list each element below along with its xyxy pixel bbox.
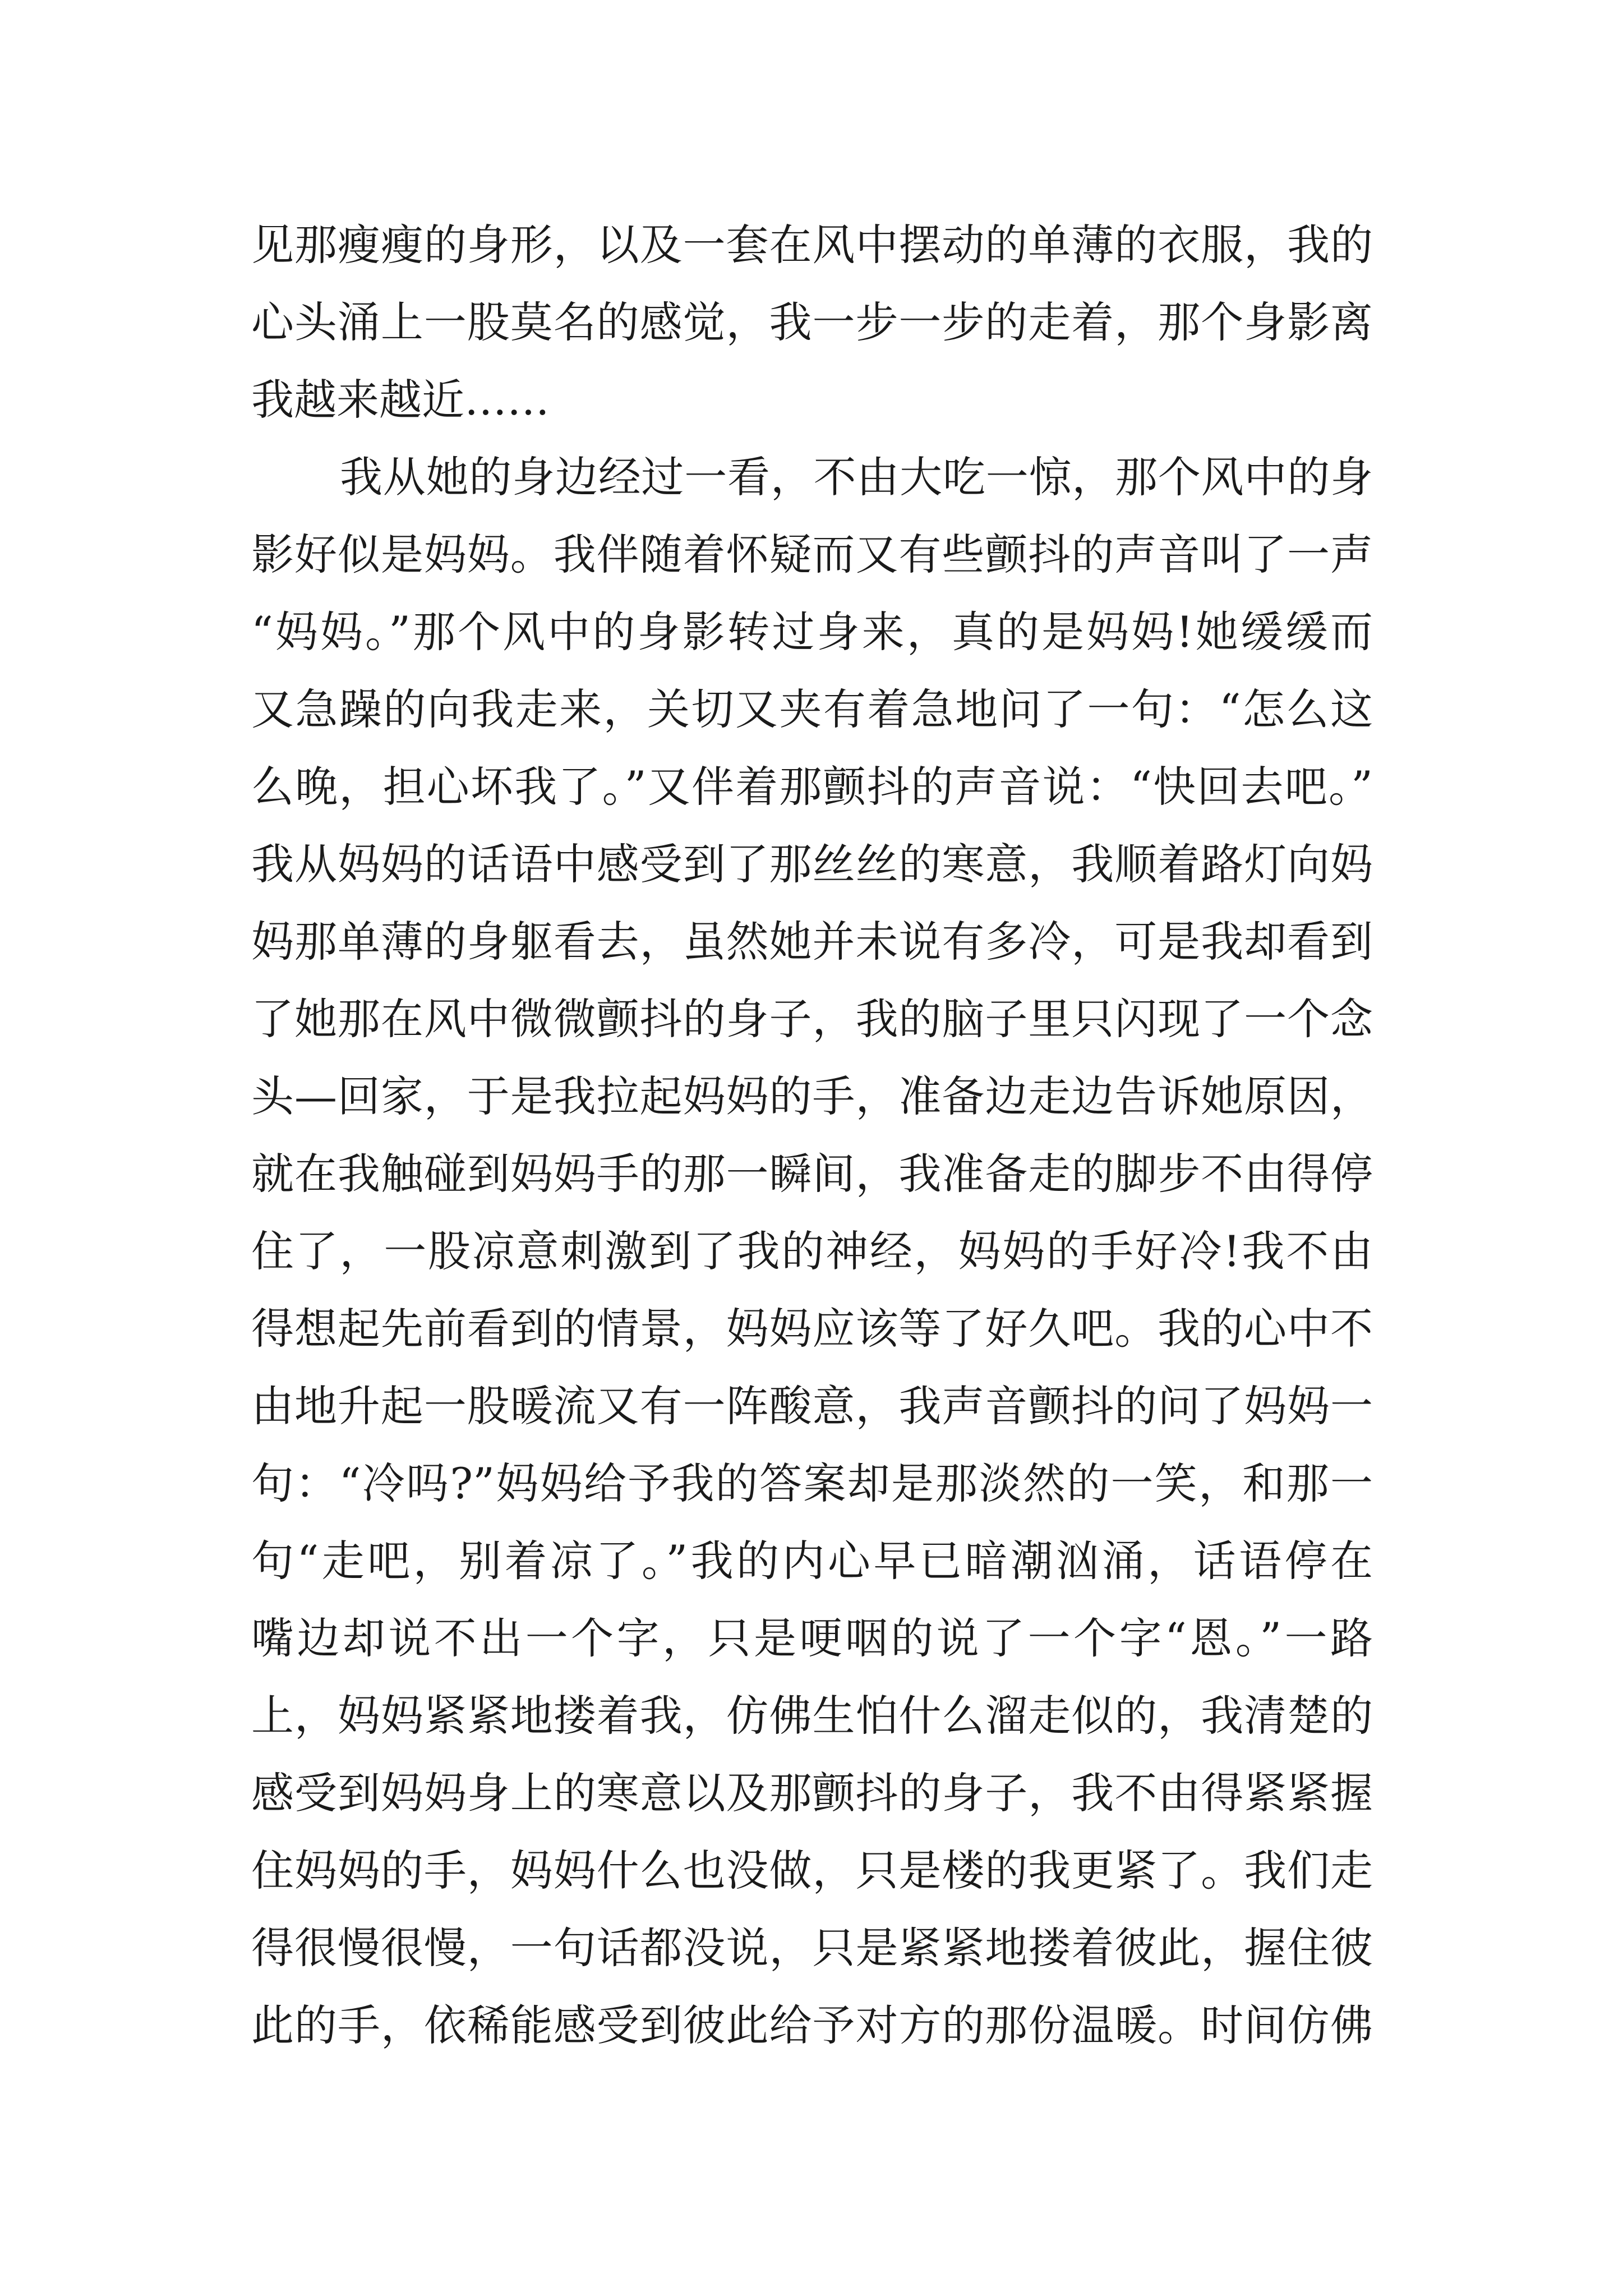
text-line: 上，妈妈紧紧地搂着我，仿佛生怕什么溜走似的，我清楚的 <box>251 1691 1373 1741</box>
text-line: 我从妈妈的话语中感受到了那丝丝的寒意，我顺着路灯向妈 <box>251 839 1373 889</box>
text-line: 住了，一股凉意刺激到了我的神经，妈妈的手好冷!我不由 <box>251 1226 1373 1276</box>
body-text <box>251 206 1373 2064</box>
text-line: 又急躁的向我走来，关切又夹有着急地问了一句：“怎么这 <box>251 684 1373 734</box>
text-line: 么晚，担心坏我了。”又伴着那颤抖的声音说：“快回去吧。” <box>251 762 1373 812</box>
text-line: 住妈妈的手，妈妈什么也没做，只是楼的我更紧了。我们走 <box>251 1846 1373 1895</box>
text-line: 句：“冷吗?”妈妈给予我的答案却是那淡然的一笑，和那一 <box>251 1458 1373 1508</box>
text-line: 妈那单薄的身躯看去，虽然她并未说有多冷，可是我却看到 <box>251 917 1373 967</box>
text-line: 我越来越近…… <box>251 375 550 425</box>
text-line: 见那瘦瘦的身形，以及一套在风中摆动的单薄的衣服，我的 <box>251 220 1373 270</box>
text-line: 由地升起一股暖流又有一阵酸意，我声音颤抖的问了妈妈一 <box>251 1381 1373 1431</box>
text-line: 就在我触碰到妈妈手的那一瞬间，我准备走的脚步不由得停 <box>251 1149 1373 1199</box>
paragraph-start-line: 我从她的身边经过一看，不由大吃一惊，那个风中的身 <box>340 452 1373 502</box>
text-line: “妈妈。”那个风中的身影转过身来，真的是妈妈!她缓缓而 <box>251 607 1373 657</box>
text-line: 感受到妈妈身上的寒意以及那颤抖的身子，我不由得紧紧握 <box>251 1768 1373 1818</box>
text-line: 了她那在风中微微颤抖的身子，我的脑子里只闪现了一个念 <box>251 994 1373 1044</box>
text-line: 头—回家，于是我拉起妈妈的手，准备边走边告诉她原因， <box>251 1071 1373 1121</box>
text-line: 心头涌上一股莫名的感觉，我一步一步的走着，那个身影离 <box>251 297 1373 347</box>
text-line: 此的手，依稀能感受到彼此给予对方的那份温暖。时间仿佛 <box>251 2000 1373 2050</box>
text-line: 嘴边却说不出一个字，只是哽咽的说了一个字“恩。”一路 <box>251 1613 1373 1663</box>
text-line: 影好似是妈妈。我伴随着怀疑而又有些颤抖的声音叫了一声 <box>251 530 1373 579</box>
text-line: 句“走吧，别着凉了。”我的内心早已暗潮汹涌，话语停在 <box>251 1536 1373 1586</box>
text-line: 得想起先前看到的情景，妈妈应该等了好久吧。我的心中不 <box>251 1304 1373 1354</box>
text-line: 得很慢很慢，一句话都没说，只是紧紧地搂着彼此，握住彼 <box>251 1923 1373 1973</box>
